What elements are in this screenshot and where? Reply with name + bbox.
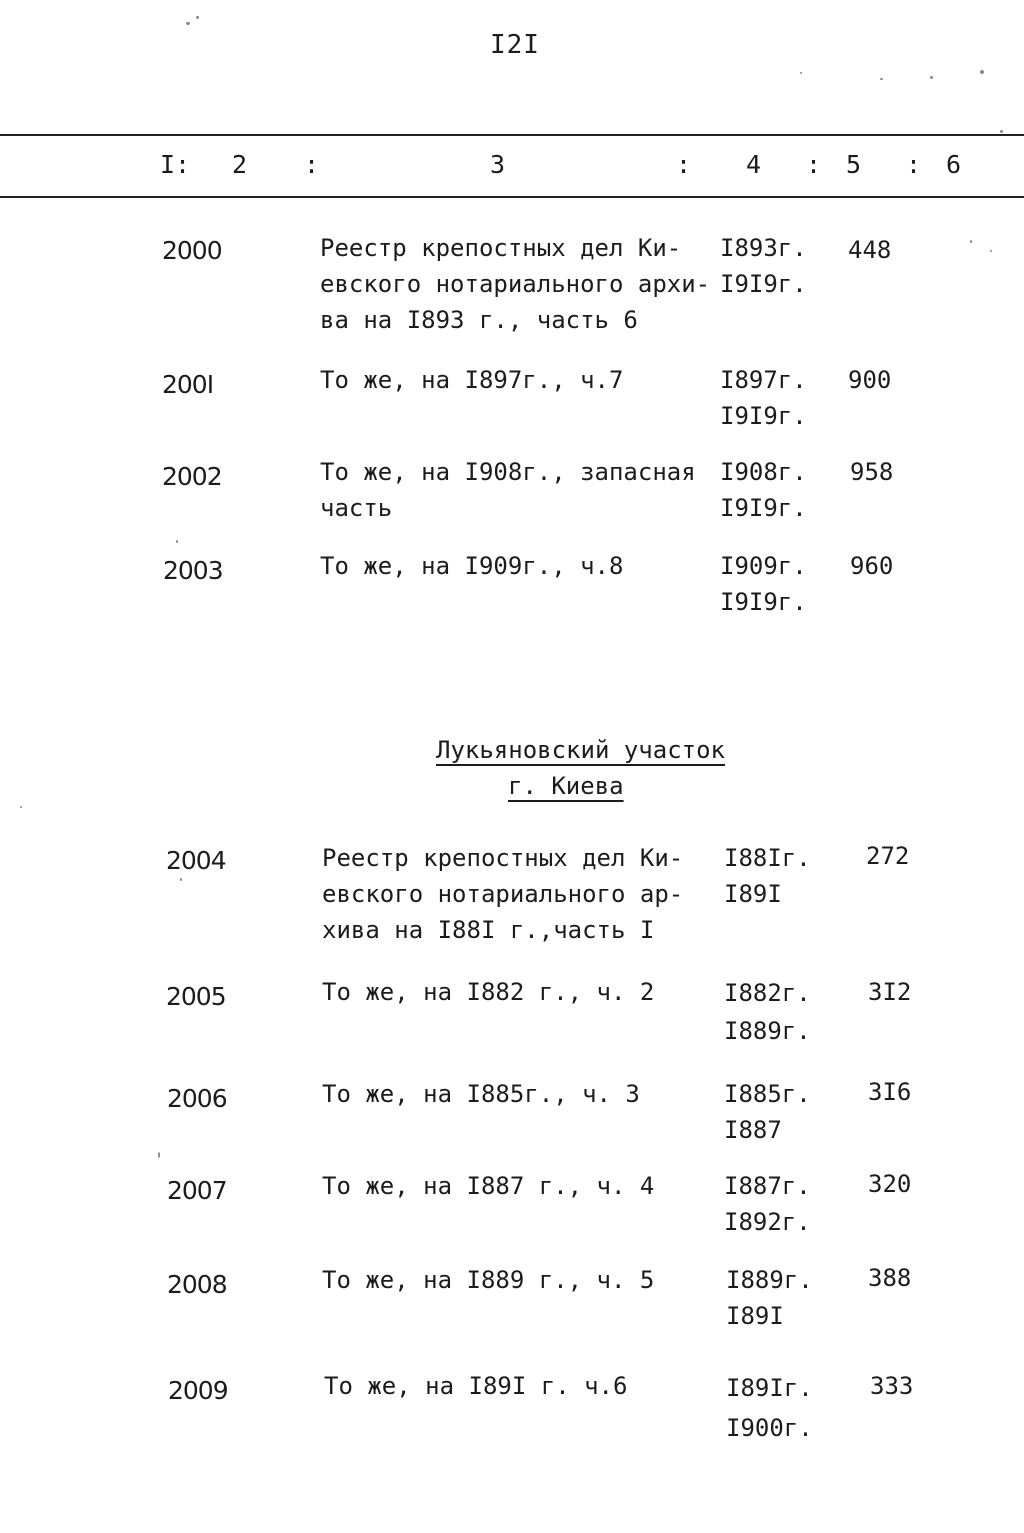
date-start: I889г. <box>726 1266 813 1294</box>
date-end: I892г. <box>724 1208 811 1236</box>
entry-sheet-count: 3I2 <box>868 978 912 1006</box>
column-separator: : <box>906 150 922 179</box>
entry-description <box>322 1168 654 1204</box>
entry-number: 2000 <box>162 236 222 265</box>
description-line: евского нотариального архи- <box>320 270 711 298</box>
entry-description <box>320 454 696 526</box>
column-header-5: 5 <box>846 150 862 179</box>
entry-description <box>320 362 623 398</box>
scan-speck <box>880 78 883 80</box>
date-end: I9I9г. <box>720 494 807 522</box>
scan-speck <box>980 70 984 74</box>
column-header-4: 4 <box>746 150 762 179</box>
header-bottom-rule <box>0 196 1024 198</box>
entry-sheet-count: 960 <box>850 552 894 580</box>
entry-dates <box>724 974 811 1050</box>
entry-sheet-count: 320 <box>868 1170 912 1198</box>
entry-dates <box>726 1368 813 1448</box>
entry-description <box>320 548 623 584</box>
entry-sheet-count: 388 <box>868 1264 912 1292</box>
page-number: I2I <box>490 30 540 60</box>
description-line: То же, на I909г., ч.8 <box>320 552 624 580</box>
description-line: часть <box>320 494 393 522</box>
entry-description <box>322 1262 654 1298</box>
date-start: I897г. <box>720 366 807 394</box>
date-start: I908г. <box>720 458 807 486</box>
entry-dates <box>720 548 807 620</box>
entry-number: 2007 <box>167 1176 227 1205</box>
description-line: То же, на I882 г., ч. 2 <box>322 978 655 1006</box>
entry-dates <box>720 362 807 434</box>
date-end: I89I <box>726 1302 784 1330</box>
column-separator: : <box>676 150 692 179</box>
date-start: I887г. <box>724 1172 811 1200</box>
entry-description <box>324 1368 627 1404</box>
date-start: I909г. <box>720 552 807 580</box>
column-separator: : <box>304 150 320 179</box>
date-end: I887 <box>724 1116 782 1144</box>
scan-speck <box>180 878 182 881</box>
entry-number: 2002 <box>162 462 222 491</box>
description-line: хива на I88I г.,часть I <box>322 916 655 944</box>
entry-sheet-count: 272 <box>866 842 910 870</box>
entry-number: 2003 <box>163 556 223 585</box>
entry-number: 2009 <box>168 1376 228 1405</box>
scan-speck <box>186 22 190 25</box>
entry-number: 2004 <box>166 846 226 875</box>
date-start: I882г. <box>724 979 811 1007</box>
column-header-3: 3 <box>490 150 506 179</box>
description-line: То же, на I887 г., ч. 4 <box>322 1172 655 1200</box>
entry-dates <box>720 454 807 526</box>
date-end: I89I <box>724 880 782 908</box>
date-end: I9I9г. <box>720 588 807 616</box>
column-header-1: I: <box>160 150 191 179</box>
entry-sheet-count: 3I6 <box>868 1078 912 1106</box>
scan-speck <box>970 240 972 243</box>
date-start: I89Iг. <box>726 1374 813 1402</box>
entry-sheet-count: 958 <box>850 458 894 486</box>
description-line: То же, на I897г., ч.7 <box>320 366 624 394</box>
date-end: I900г. <box>726 1414 813 1442</box>
column-header-6: 6 <box>946 150 962 179</box>
scan-speck <box>158 1152 160 1158</box>
scan-speck <box>176 540 178 543</box>
entry-number: 200I <box>162 370 214 399</box>
date-end: I9I9г. <box>720 270 807 298</box>
description-line: ва на I893 г., часть 6 <box>320 306 638 334</box>
entry-dates <box>726 1262 813 1334</box>
column-separator: : <box>806 150 822 179</box>
description-line: То же, на I908г., запасная <box>320 458 696 486</box>
description-line: То же, на I885г., ч. 3 <box>322 1080 640 1108</box>
section-title-line1: Лукьяновский участок <box>436 736 725 764</box>
entry-description <box>322 1076 640 1112</box>
entry-sheet-count: 333 <box>870 1372 914 1400</box>
entry-sheet-count: 448 <box>848 236 892 264</box>
scan-speck <box>1000 130 1003 133</box>
header-top-rule <box>0 134 1024 136</box>
entry-description <box>322 840 683 948</box>
entry-number: 2008 <box>167 1270 227 1299</box>
scan-speck <box>990 250 992 252</box>
entry-sheet-count: 900 <box>848 366 892 394</box>
date-start: I885г. <box>724 1080 811 1108</box>
column-header-2: 2 <box>232 150 248 179</box>
entry-number: 2005 <box>166 982 226 1011</box>
scan-speck <box>930 76 933 79</box>
entry-description <box>322 974 654 1010</box>
scan-speck <box>196 16 199 19</box>
date-start: I88Iг. <box>724 844 811 872</box>
description-line: То же, на I89I г. ч.6 <box>324 1372 628 1400</box>
date-end: I9I9г. <box>720 402 807 430</box>
entry-dates <box>724 1076 811 1148</box>
date-end: I889г. <box>724 1017 811 1045</box>
description-line: Реестр крепостных дел Ки- <box>320 234 682 262</box>
entry-description <box>320 230 710 338</box>
section-title-line2: г. Киева <box>508 772 624 800</box>
entry-dates <box>724 840 811 912</box>
description-line: Реестр крепостных дел Ки- <box>322 844 684 872</box>
description-line: То же, на I889 г., ч. 5 <box>322 1266 655 1294</box>
date-start: I893г. <box>720 234 807 262</box>
entry-dates <box>724 1168 811 1240</box>
entry-dates <box>720 230 807 302</box>
scan-speck <box>20 806 22 808</box>
description-line: евского нотариального ар- <box>322 880 684 908</box>
scan-speck <box>800 72 802 74</box>
entry-number: 2006 <box>167 1084 227 1113</box>
